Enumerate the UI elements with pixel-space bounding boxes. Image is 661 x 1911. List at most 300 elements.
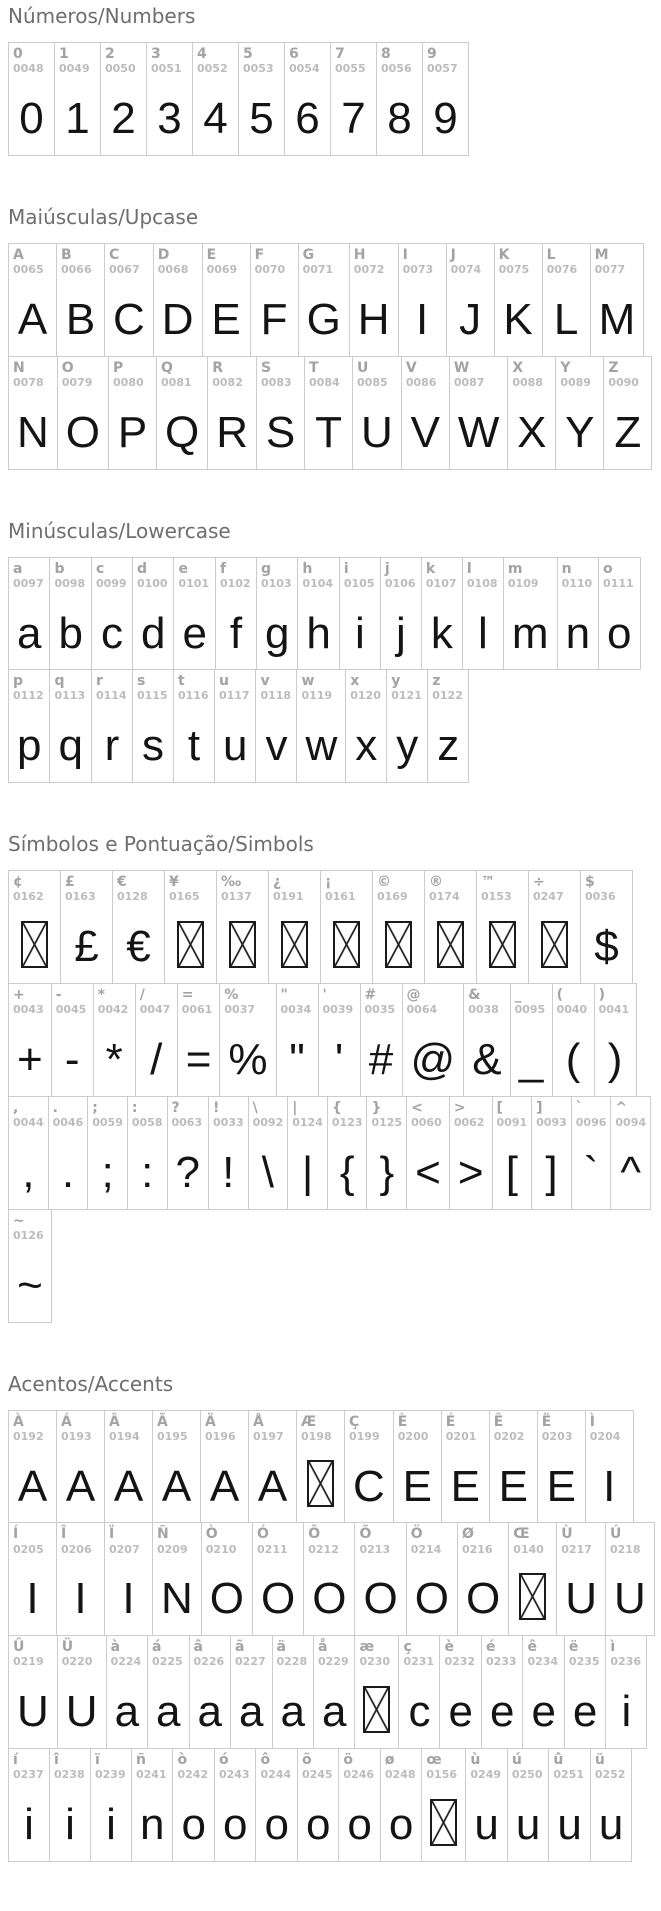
char-code: 0231 xyxy=(403,1655,435,1669)
char-label: ò xyxy=(177,1752,188,1769)
glyph: O xyxy=(65,407,101,457)
cell-label xyxy=(58,1636,106,1669)
char-cell xyxy=(214,1748,256,1862)
glyph: r xyxy=(104,721,120,771)
char-cell xyxy=(564,1635,606,1749)
glyph: c xyxy=(408,1687,431,1737)
cell-label xyxy=(399,1636,439,1669)
glyph-area xyxy=(92,703,132,782)
char-cell xyxy=(268,870,321,984)
char-code: 0230 xyxy=(359,1655,391,1669)
char-code: 0093 xyxy=(536,1116,567,1129)
cell-label xyxy=(9,1523,56,1556)
glyph-area xyxy=(557,1556,605,1635)
glyph-area xyxy=(346,703,386,782)
char-label: d xyxy=(136,560,147,577)
char-code: 0250 xyxy=(511,1768,543,1782)
glyph: m xyxy=(511,608,549,658)
glyph: t xyxy=(187,721,201,771)
glyph-area xyxy=(249,1130,288,1209)
glyph: U xyxy=(361,407,393,457)
char-code: 0039 xyxy=(322,1003,354,1017)
cell-label xyxy=(88,1097,127,1130)
glyph: a xyxy=(114,1687,140,1737)
glyph: $ xyxy=(594,922,619,972)
char-cell xyxy=(91,669,133,783)
cell-label xyxy=(482,1636,522,1669)
glyph-area xyxy=(387,703,427,782)
char-code: 0090 xyxy=(608,375,639,389)
cell-label xyxy=(273,1636,313,1669)
cell-label xyxy=(9,1411,56,1444)
glyph-area xyxy=(216,590,256,669)
glyph-area xyxy=(529,904,580,983)
glyph: E xyxy=(211,294,241,344)
glyph: O xyxy=(209,1574,245,1624)
char-label: Ë xyxy=(541,1413,552,1430)
char-cell xyxy=(476,870,529,984)
char-cell xyxy=(401,356,450,470)
char-cell xyxy=(320,870,373,984)
char-label: ) xyxy=(598,987,605,1004)
cell-label xyxy=(52,984,93,1017)
glyph: s xyxy=(141,721,164,771)
glyph-area xyxy=(105,1443,152,1522)
char-cell xyxy=(296,669,346,783)
glyph-area xyxy=(94,1017,135,1096)
glyph-area xyxy=(538,1443,585,1522)
char-code: 0046 xyxy=(52,1116,84,1129)
glyph-area xyxy=(355,1556,405,1635)
char-label: é xyxy=(485,1639,496,1656)
char-code: 0041 xyxy=(598,1003,630,1017)
char-label: + xyxy=(13,987,25,1004)
char-label: _ xyxy=(514,987,522,1004)
char-label: Ô xyxy=(308,1526,321,1543)
glyph: i xyxy=(621,1687,632,1737)
glyph: P xyxy=(117,407,148,457)
char-label: œ xyxy=(426,1752,442,1769)
char-cell xyxy=(256,356,305,470)
char-cell xyxy=(528,870,581,984)
glyph-area xyxy=(394,1443,441,1522)
char-code: 0115 xyxy=(136,689,168,703)
char-label: Ç xyxy=(349,1413,360,1430)
char-cell xyxy=(200,1410,249,1524)
missing-glyph-box-icon xyxy=(519,1573,546,1620)
section-title: Maiúsculas/Upcase xyxy=(8,204,199,229)
char-cell xyxy=(510,983,553,1097)
glyph-area xyxy=(9,1669,57,1748)
cell-label xyxy=(304,1523,354,1556)
glyph-area xyxy=(105,1556,152,1635)
glyph: n xyxy=(565,608,591,658)
glyph-area xyxy=(9,1782,49,1861)
glyph: Z xyxy=(614,407,642,457)
cell-label xyxy=(442,1411,489,1444)
char-code: 0095 xyxy=(514,1003,546,1017)
glyph-area xyxy=(493,1130,532,1209)
glyph-area xyxy=(572,1130,611,1209)
char-cell xyxy=(449,1096,493,1210)
char-label: f xyxy=(219,560,227,577)
char-code: 0102 xyxy=(219,576,251,590)
glyph: € xyxy=(126,922,151,972)
char-cell xyxy=(557,557,599,671)
char-label: g xyxy=(260,560,271,577)
char-label: à xyxy=(110,1639,121,1656)
char-label: ¡ xyxy=(325,874,332,891)
char-cell xyxy=(8,557,50,671)
glyph-area xyxy=(509,1556,556,1635)
glyph: a xyxy=(197,1687,223,1737)
char-code: 0205 xyxy=(13,1542,44,1556)
cell-label xyxy=(220,984,275,1017)
char-code: 0042 xyxy=(97,1003,129,1017)
glyph: o xyxy=(222,1800,248,1850)
char-code: 0218 xyxy=(609,1542,641,1556)
char-code: 0122 xyxy=(432,689,463,703)
glyph: I xyxy=(26,1574,39,1624)
glyph: a xyxy=(321,1687,347,1737)
cell-label xyxy=(133,558,173,591)
char-code: 0211 xyxy=(257,1542,288,1556)
char-cell xyxy=(552,983,595,1097)
glyph-area xyxy=(490,1443,537,1522)
cell-label xyxy=(606,1523,654,1556)
section-numbers xyxy=(8,4,661,156)
cell-label xyxy=(340,558,380,591)
char-cell xyxy=(402,983,465,1097)
cell-label xyxy=(249,1411,296,1444)
char-cell xyxy=(598,557,640,671)
missing-glyph-box-icon xyxy=(229,921,256,968)
section-upcase xyxy=(8,205,661,470)
glyph: I xyxy=(122,1574,135,1624)
char-cell xyxy=(422,42,469,156)
char-cell xyxy=(580,870,633,984)
cell-label xyxy=(422,558,462,591)
glyph-area xyxy=(355,1669,398,1748)
char-label: Î xyxy=(61,1526,67,1543)
char-label: S xyxy=(261,359,272,376)
glyph-area xyxy=(508,390,555,469)
char-code: 0070 xyxy=(254,262,286,276)
missing-glyph-box-icon xyxy=(363,1686,390,1733)
char-label: A xyxy=(13,246,24,263)
cell-label xyxy=(591,244,644,277)
char-cell xyxy=(8,1635,58,1749)
char-cell xyxy=(398,1635,440,1749)
char-label: 3 xyxy=(151,46,161,62)
char-cell xyxy=(8,669,50,783)
glyph-area xyxy=(215,1782,255,1861)
glyph: A xyxy=(161,1461,192,1511)
char-code: 0162 xyxy=(13,890,44,904)
glyph-area xyxy=(9,1443,56,1522)
cell-label xyxy=(217,871,268,904)
cell-label xyxy=(591,1749,631,1782)
glyph: J xyxy=(459,294,482,344)
glyph-area xyxy=(215,703,255,782)
char-label: Ê xyxy=(493,1413,504,1430)
cell-label xyxy=(105,244,153,277)
glyph-area xyxy=(136,1017,177,1096)
char-label: À xyxy=(13,1413,24,1430)
glyph-area xyxy=(9,1130,48,1209)
glyph: e xyxy=(489,1687,515,1737)
char-code: 0083 xyxy=(261,375,292,389)
glyph: K xyxy=(503,294,533,344)
char-cell xyxy=(507,356,556,470)
cell-label xyxy=(61,871,112,904)
cell-label xyxy=(508,1749,548,1782)
glyph: o xyxy=(607,608,632,658)
glyph: j xyxy=(396,608,406,658)
char-code: 0120 xyxy=(350,689,381,703)
char-code: 0214 xyxy=(410,1542,442,1556)
glyph-area xyxy=(217,904,268,983)
cell-label xyxy=(463,558,503,591)
cell-label xyxy=(606,1636,646,1669)
glyph-area xyxy=(586,1443,633,1522)
char-code: 0054 xyxy=(289,62,320,76)
char-code: 0204 xyxy=(589,1429,621,1443)
glyph-area xyxy=(9,390,57,469)
glyph-area xyxy=(425,904,476,983)
glyph-area xyxy=(203,277,250,356)
glyph-area xyxy=(373,904,424,983)
char-code: 0219 xyxy=(13,1655,44,1669)
char-cell xyxy=(462,557,504,671)
char-cell xyxy=(60,870,113,984)
glyph-area xyxy=(353,390,401,469)
glyph-area xyxy=(165,904,216,983)
char-cell xyxy=(344,1410,394,1524)
char-label: a xyxy=(13,560,23,577)
glyph-area xyxy=(549,1782,589,1861)
glyph: C xyxy=(353,1461,385,1511)
glyph: 5 xyxy=(249,94,274,144)
glyph: £ xyxy=(74,922,99,972)
glyph-area xyxy=(9,703,49,782)
glyph-area xyxy=(314,1669,354,1748)
char-cell xyxy=(590,1748,632,1862)
char-code: 0076 xyxy=(546,262,578,276)
glyph-area xyxy=(133,590,173,669)
cell-label xyxy=(298,1749,338,1782)
char-label: F xyxy=(254,246,265,263)
char-label: ^ xyxy=(615,1099,628,1116)
char-code: 0113 xyxy=(54,689,86,703)
char-label: ê xyxy=(527,1639,537,1656)
char-code: 0065 xyxy=(13,262,44,276)
char-cell xyxy=(605,1635,647,1749)
char-label: > xyxy=(453,1099,466,1116)
char-code: 0034 xyxy=(280,1003,312,1017)
char-label: M xyxy=(594,246,609,263)
glyph-area xyxy=(591,1782,631,1861)
glyph-area xyxy=(57,277,104,356)
cell-label xyxy=(203,244,250,277)
char-label: Ò xyxy=(205,1526,218,1543)
char-label: ¢ xyxy=(13,874,23,891)
glyph: @ xyxy=(410,1035,456,1085)
char-cell xyxy=(457,1522,509,1636)
glyph-area xyxy=(153,1443,200,1522)
glyph-area xyxy=(402,390,449,469)
char-code: 0082 xyxy=(212,375,243,389)
char-cell xyxy=(104,243,154,357)
char-cell xyxy=(571,1096,612,1210)
cell-label xyxy=(256,1749,296,1782)
char-cell xyxy=(542,243,591,357)
glyph: W xyxy=(457,407,500,457)
glyph: O xyxy=(363,1574,398,1624)
glyph-area xyxy=(208,390,256,469)
char-cell xyxy=(376,42,423,156)
cell-label xyxy=(9,871,60,904)
glyph-area xyxy=(9,1556,56,1635)
cell-label xyxy=(190,1636,230,1669)
char-cell xyxy=(276,983,319,1097)
glyph: U xyxy=(613,1574,646,1624)
char-label: u xyxy=(218,673,229,690)
cell-label xyxy=(148,1636,188,1669)
char-code: 0209 xyxy=(157,1542,188,1556)
char-cell xyxy=(421,557,463,671)
char-cell xyxy=(57,1635,107,1749)
cell-label xyxy=(532,1097,571,1130)
char-code: 0052 xyxy=(197,62,228,76)
char-code: 0081 xyxy=(161,375,192,389)
glyph-area xyxy=(458,1556,508,1635)
cell-label xyxy=(495,244,542,277)
glyph-row xyxy=(8,669,469,783)
char-cell xyxy=(93,983,136,1097)
char-label: Û xyxy=(13,1639,25,1656)
char-label: G xyxy=(302,246,315,263)
glyph: k xyxy=(430,608,453,658)
cell-label xyxy=(269,871,320,904)
missing-glyph-box-icon xyxy=(437,921,464,968)
cell-label xyxy=(346,670,386,703)
char-cell xyxy=(49,557,91,671)
glyph: A xyxy=(113,1461,144,1511)
cell-label xyxy=(57,244,104,277)
glyph-row xyxy=(8,1209,52,1323)
glyph: - xyxy=(64,1035,80,1085)
char-cell xyxy=(49,1748,91,1862)
char-code: 0202 xyxy=(493,1429,525,1443)
cell-label xyxy=(91,1749,131,1782)
cell-label xyxy=(298,558,338,591)
char-code: 0228 xyxy=(276,1655,308,1669)
cell-label xyxy=(9,244,56,277)
glyph-area xyxy=(450,1130,492,1209)
char-code: 0246 xyxy=(343,1768,375,1782)
char-code: 0216 xyxy=(461,1542,493,1556)
char-code: 0242 xyxy=(177,1768,209,1782)
char-code: 0068 xyxy=(157,262,189,276)
char-code: 0174 xyxy=(429,890,460,904)
char-label: 1 xyxy=(59,46,69,62)
char-cell xyxy=(318,983,361,1097)
char-label: ( xyxy=(556,987,563,1004)
glyph: q xyxy=(58,721,83,771)
glyph-area xyxy=(422,590,462,669)
char-code: 0045 xyxy=(55,1003,87,1017)
char-code: 0038 xyxy=(468,1003,499,1017)
char-cell xyxy=(406,1096,450,1210)
char-code: 0104 xyxy=(302,576,334,590)
cell-label xyxy=(92,670,132,703)
cell-label xyxy=(256,670,296,703)
char-label: " xyxy=(280,987,288,1004)
cell-label xyxy=(387,670,427,703)
glyph-area xyxy=(190,1669,230,1748)
char-cell xyxy=(54,42,101,156)
glyph-area xyxy=(58,1669,106,1748)
char-label: ô xyxy=(260,1752,271,1769)
char-label: { xyxy=(331,1099,342,1116)
char-cell xyxy=(252,1522,304,1636)
char-cell xyxy=(56,1410,105,1524)
char-cell xyxy=(585,1410,634,1524)
char-cell xyxy=(494,243,543,357)
glyph-area xyxy=(606,1556,654,1635)
char-label: p xyxy=(13,673,24,690)
glyph-area xyxy=(381,1782,421,1861)
cell-label xyxy=(257,558,297,591)
cell-label xyxy=(239,43,284,76)
cell-label xyxy=(50,1749,90,1782)
glyph-area xyxy=(231,1669,271,1748)
cell-label xyxy=(428,670,468,703)
glyph: Q xyxy=(165,407,200,457)
cell-label xyxy=(105,1523,152,1556)
char-label: Ä xyxy=(205,1413,216,1430)
glyph-row xyxy=(8,1522,655,1636)
cell-label xyxy=(153,1411,200,1444)
char-label: ü xyxy=(594,1752,605,1769)
cell-label xyxy=(305,357,352,390)
cell-label xyxy=(109,357,156,390)
cell-label xyxy=(345,1411,393,1444)
glyph-area xyxy=(450,390,508,469)
char-code: 0225 xyxy=(152,1655,183,1669)
cell-label xyxy=(572,1097,611,1130)
char-code: 0241 xyxy=(136,1768,167,1782)
char-code: 0077 xyxy=(594,262,626,276)
glyph: y xyxy=(396,721,419,771)
glyph: h xyxy=(306,608,331,658)
char-code: 0106 xyxy=(384,576,416,590)
cell-label xyxy=(464,984,509,1017)
glyph-area xyxy=(319,1017,360,1096)
char-label: w xyxy=(301,673,315,690)
glyph: u xyxy=(557,1800,582,1850)
glyph-row xyxy=(8,1748,632,1862)
cell-label xyxy=(157,357,207,390)
char-label: ù xyxy=(470,1752,481,1769)
char-label: ™ xyxy=(481,874,495,891)
cell-label xyxy=(549,1749,589,1782)
cell-label xyxy=(529,871,580,904)
char-label: Æ xyxy=(301,1413,317,1430)
char-cell xyxy=(48,1096,89,1210)
cell-label xyxy=(355,1523,405,1556)
